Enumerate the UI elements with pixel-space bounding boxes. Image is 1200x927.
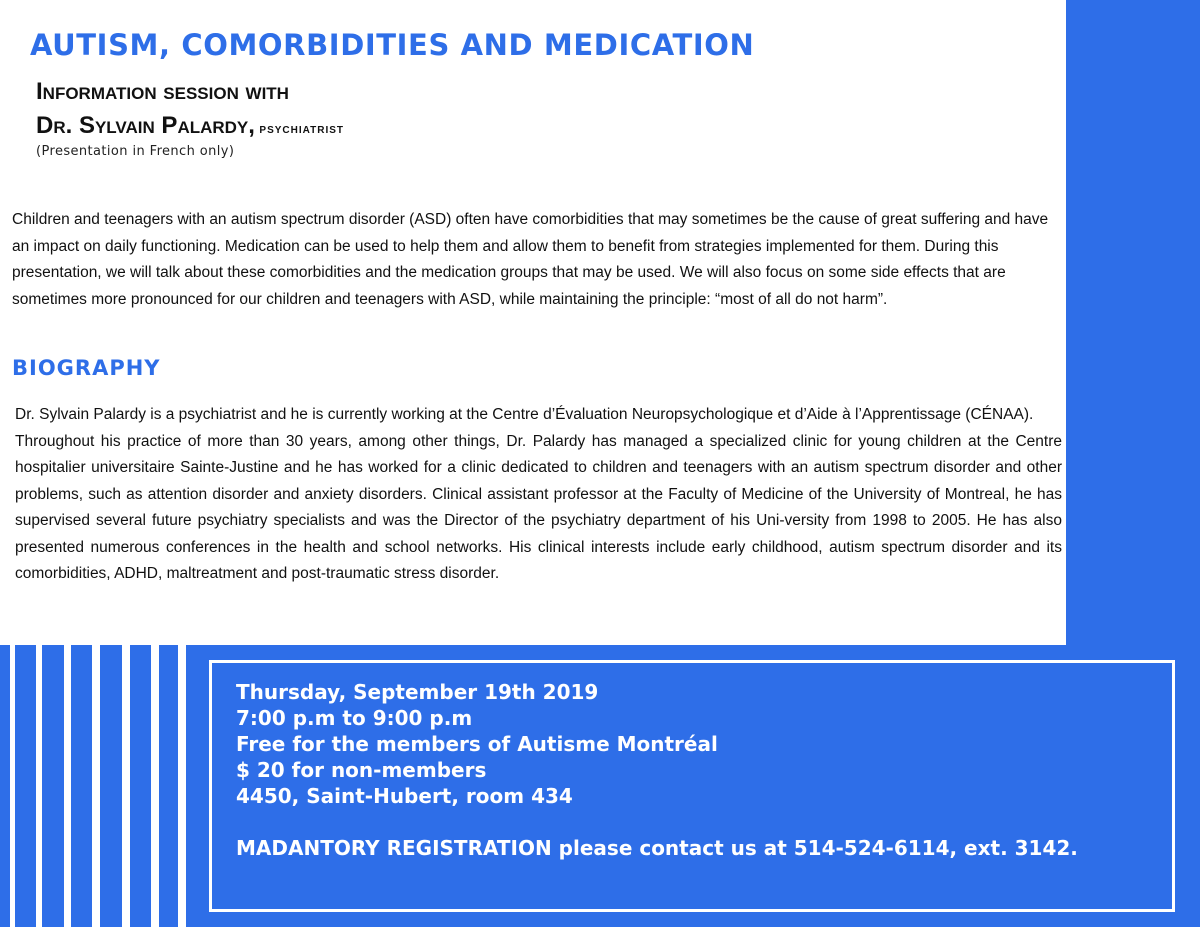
- biography-paragraph: Dr. Sylvain Palardy is a psychiatrist and he is currently working at the Centre d’Évaluation Neuropsychologique et d’Aide à l’Apprentissage (CÉNAA).: [15, 406, 1034, 423]
- event-time: 7:00 p.m to 9:00 p.m: [236, 706, 473, 730]
- white-stripe: [10, 645, 15, 927]
- intro-paragraph: Children and teenagers with an autism spectrum disorder (ASD) often have comorbidities that may sometimes be the cause of great suffering and have an impact on daily functioning. Medication can be used to help them and allow them to benefit from strategies implemented for them. During this presentation, we will talk about these comorbidities and the medication groups that may be used. We will also focus on some side effects that are sometimes more pronounced for our children and teenagers with ASD, while maintaining the principle: “most of all do not harm”.: [12, 211, 1049, 308]
- biography-body: [15, 402, 1062, 588]
- biography-paragraph: Throughout his practice of more than 30 years, among other things, Dr. Palardy has managed a specialized clinic for young children at the Centre hospitalier universitaire Sainte-Justine and he has worked for a clinic dedicated to children and teenagers with an autism spectrum disorder and other problems, such as attention disorder and anxiety disorders. Clinical assistant professor at the Faculty of Medicine of the University of Montreal, he has supervised several future psychiatry specialists and was the Director of the psychiatry department of his Uni-versity from 1998 to 2005. He has also presented numerous conferences in the health and school networks. His clinical interests include early childhood, autism spectrum disorder and its comorbidities, ADHD, maltreatment and post-traumatic stress disorder.: [15, 432, 1062, 582]
- page-title: AUTISM, COMORBIDITIES AND MEDICATION: [30, 28, 755, 62]
- spacer: [236, 809, 1078, 835]
- white-stripe: [36, 645, 42, 927]
- right-blue-band: [1066, 0, 1200, 645]
- speaker-line: [36, 112, 344, 140]
- event-info-box: [209, 660, 1175, 912]
- biography-heading: BIOGRAPHY: [12, 356, 161, 380]
- white-stripe: [151, 645, 159, 927]
- event-price-members: Free for the members of Autisme Montréal: [236, 732, 718, 756]
- session-label: Information session with: [36, 78, 289, 105]
- event-details: [236, 679, 1078, 861]
- event-date: Thursday, September 19th 2019: [236, 680, 599, 704]
- event-location: 4450, Saint-Hubert, room 434: [236, 784, 573, 808]
- white-stripe: [64, 645, 71, 927]
- white-stripe: [178, 645, 186, 927]
- event-price-nonmembers: $ 20 for non-members: [236, 758, 487, 782]
- registration-notice: MADANTORY REGISTRATION please contact us at 514-524-6114, ext. 3142.: [236, 836, 1078, 860]
- speaker-role: psychiatrist: [259, 120, 345, 136]
- white-stripe: [122, 645, 130, 927]
- language-note: (Presentation in French only): [36, 144, 235, 159]
- session-heading: [36, 78, 289, 106]
- white-stripe: [92, 645, 100, 927]
- speaker-name: Dr. Sylvain Palardy,: [36, 112, 255, 139]
